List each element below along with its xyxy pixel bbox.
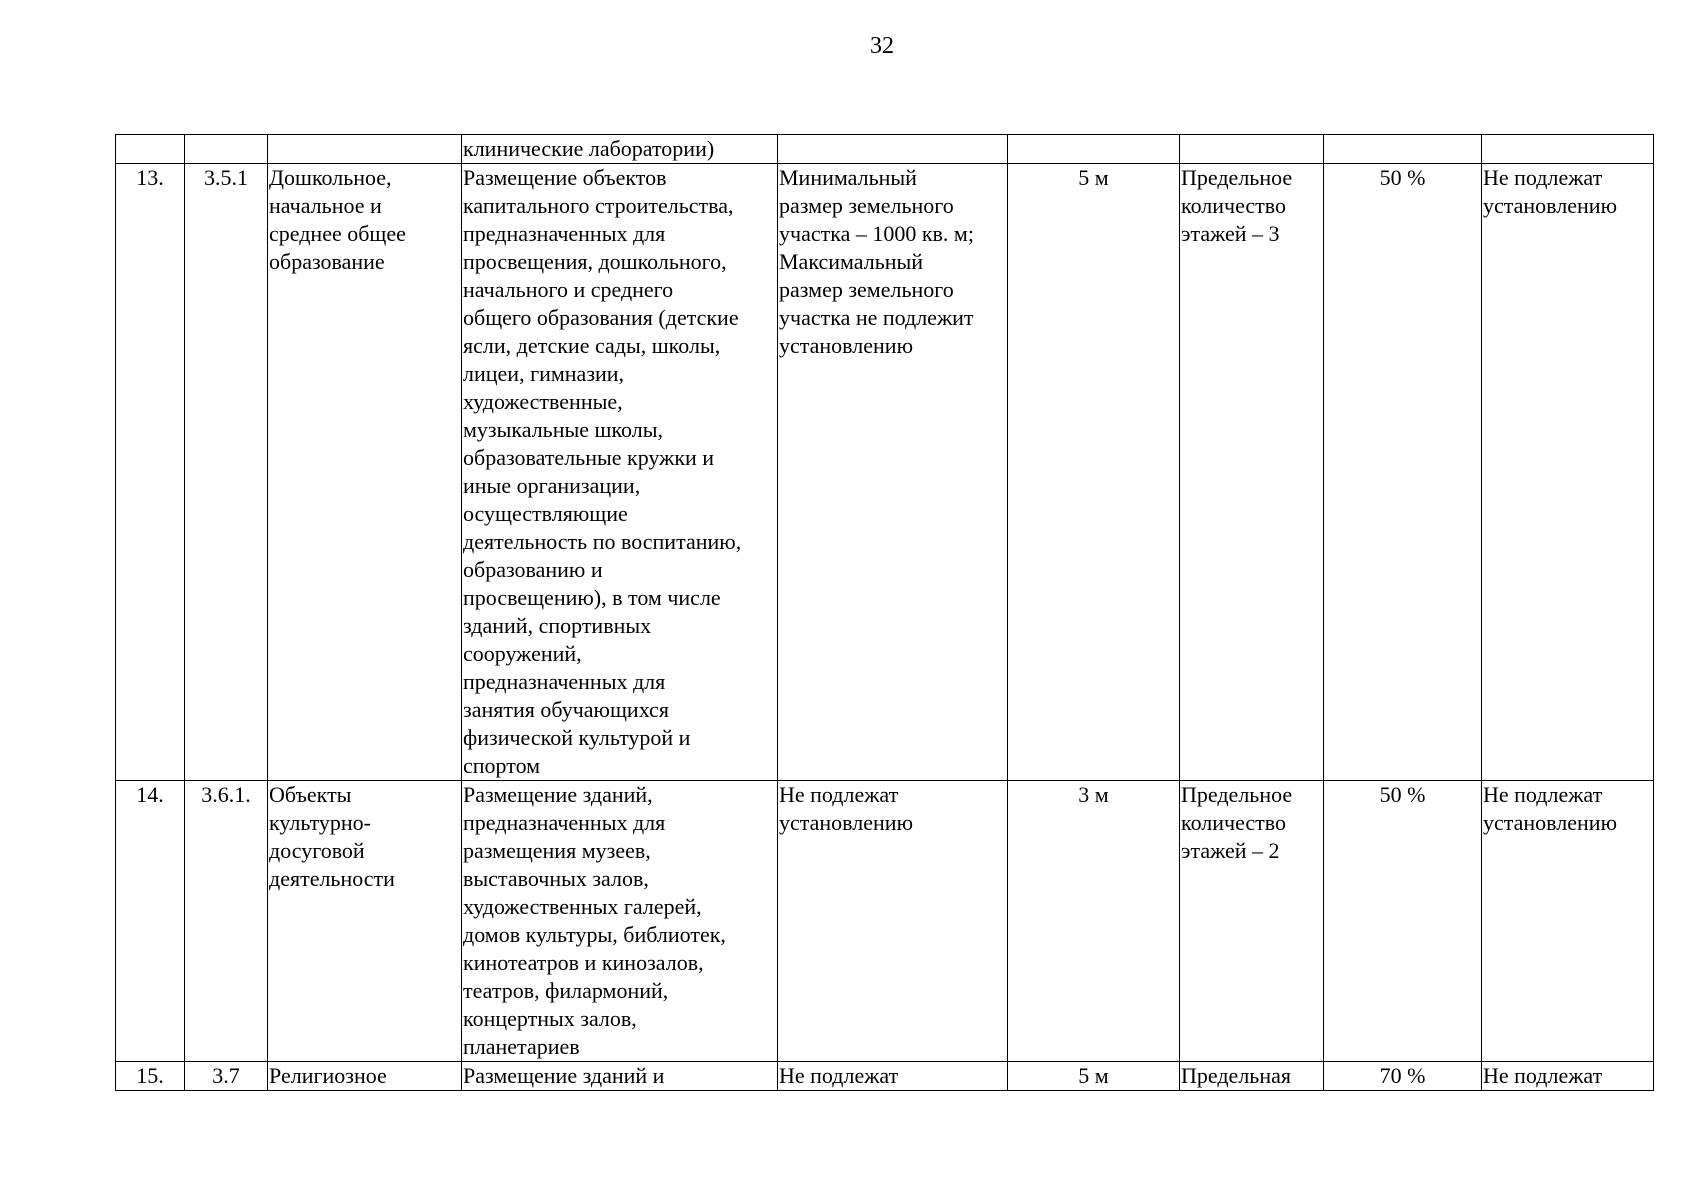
cell-plot-size: Минимальный размер земельного участка – 1000 кв. м; Максимальный размер земельного участка не подлежит установлению [778, 164, 1008, 781]
cell-num: 14. [116, 781, 185, 1062]
table-row [116, 135, 1654, 164]
table-row [116, 781, 1654, 1062]
cell-code: 3.7 [185, 1062, 268, 1091]
regulations-table [115, 134, 1654, 1091]
cell-coverage: 50 % [1324, 781, 1482, 1062]
cell-plot-size: Не подлежат установлению [778, 781, 1008, 1062]
cell-height-limit: Предельная [1180, 1062, 1324, 1091]
cell-code: 3.5.1 [185, 164, 268, 781]
cell-description: Размещение зданий и [462, 1062, 778, 1091]
cell-setback [1008, 135, 1180, 164]
cell-other: Не подлежат [1482, 1062, 1654, 1091]
cell-coverage: 50 % [1324, 164, 1482, 781]
cell-coverage: 70 % [1324, 1062, 1482, 1091]
cell-coverage [1324, 135, 1482, 164]
cell-height-limit: Предельное количество этажей – 2 [1180, 781, 1324, 1062]
cell-code: 3.6.1. [185, 781, 268, 1062]
cell-description: Размещение зданий, предназначенных для размещения музеев, выставочных залов, художественных галерей, домов культуры, библиотек, кинотеатров и кинозалов, театров, филармоний, концертных залов, планетариев [462, 781, 778, 1062]
cell-num [116, 135, 185, 164]
cell-other [1482, 135, 1654, 164]
cell-setback: 5 м [1008, 164, 1180, 781]
cell-setback: 3 м [1008, 781, 1180, 1062]
table-row [116, 164, 1654, 781]
cell-plot-size [778, 135, 1008, 164]
cell-num: 13. [116, 164, 185, 781]
page-number: 32 [870, 33, 894, 59]
cell-description: клинические лаборатории) [462, 135, 778, 164]
cell-height-limit [1180, 135, 1324, 164]
cell-setback: 5 м [1008, 1062, 1180, 1091]
cell-plot-size: Не подлежат [778, 1062, 1008, 1091]
cell-code [185, 135, 268, 164]
cell-other: Не подлежат установлению [1482, 781, 1654, 1062]
cell-height-limit: Предельное количество этажей – 3 [1180, 164, 1324, 781]
cell-name [268, 135, 462, 164]
cell-name: Религиозное [268, 1062, 462, 1091]
cell-name: Объекты культурно- досуговой деятельности [268, 781, 462, 1062]
cell-num: 15. [116, 1062, 185, 1091]
cell-other: Не подлежат установлению [1482, 164, 1654, 781]
cell-name: Дошкольное, начальное и среднее общее образование [268, 164, 462, 781]
cell-description: Размещение объектов капитального строительства, предназначенных для просвещения, дошкольного, начального и среднего общего образования (детские ясли, детские сады, школы, лицеи, гимназии, художественные, музыкальные школы, образовательные кружки и иные организации, осуществляющие деятельность по воспитанию, образованию и просвещению), в том числе зданий, спортивных сооружений, предназначенных для занятия обучающихся физической культурой и спортом [462, 164, 778, 781]
table-row [116, 1062, 1654, 1091]
